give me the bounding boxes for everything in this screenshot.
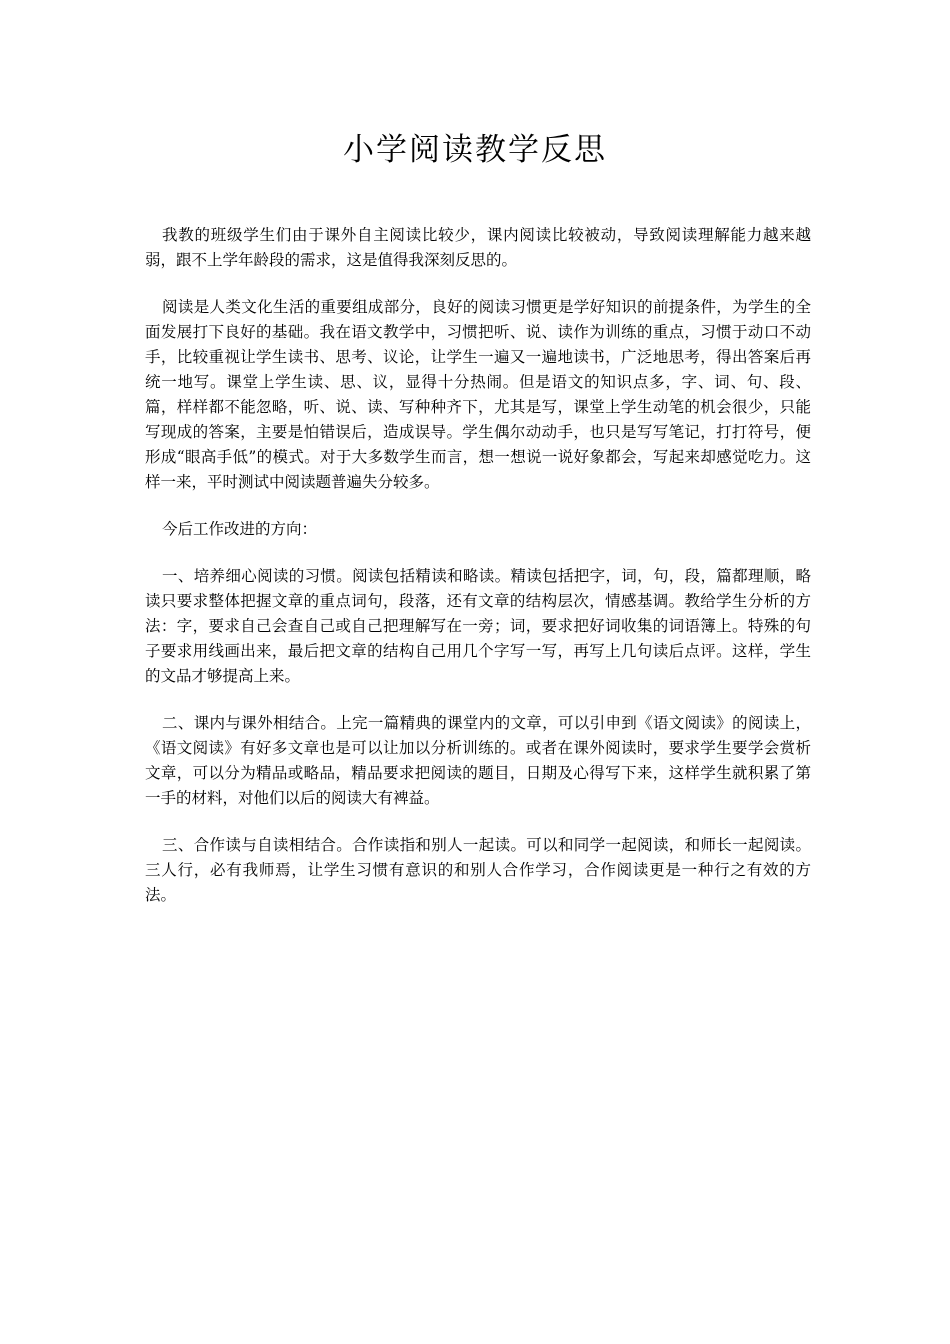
document-title: 小学阅读教学反思 bbox=[343, 132, 607, 168]
paragraph-point-two: 二、课内与课外相结合。上完一篇精典的课堂内的文章，可以引申到《语文阅读》的阅读上，《语文阅读》有好多文章也是可以让加以分析训练的。或者在课外阅读时，要求学生要学会赏析文章，可以分为精品或略品，精品要求把阅读的题目，日期及心得写下来，这样学生就积累了第一手的材料，对他们以后的阅读大有裨益。 bbox=[145, 714, 811, 807]
paragraph-reflection: 阅读是人类文化生活的重要组成部分，良好的阅读习惯更是学好知识的前提条件，为学生的全面发展打下良好的基础。我在语文教学中，习惯把听、说、读作为训练的重点，习惯于动口不动手，比较重视让学生读书、思考、议论，让学生一遍又一遍地读书，广泛地思考，得出答案后再统一地写。课堂上学生读、思、议，显得十分热闹。但是语文的知识点多，字、词、句、段、篇，样样都不能忽略，听、说、读、写种种齐下，尤其是写，课堂上学生动笔的机会很少，只能写现成的答案，主要是怕错误后，造成误导。学生偶尔动动手，也只是写写笔记，打打符号，便形成“眼高手低”的模式。对于大多数学生而言，想一想说一说好象都会，写起来却感觉吃力。这样一来，平时测试中阅读题普遍失分较多。 bbox=[145, 298, 811, 491]
paragraph-improvement-heading: 今后工作改进的方向： bbox=[162, 520, 318, 538]
paragraph-point-one: 一、培养细心阅读的习惯。阅读包括精读和略读。精读包括把字，词，句，段，篇都理顺，略读只要求整体把握文章的重点词句，段落，还有文章的结构层次，情感基调。教给学生分析的方法：字，要求自己会查自己或自己把理解写在一旁；词，要求把好词收集的词语簿上。特殊的句子要求用线画出来，最后把文章的结构自己用几个字写一写，再写上几句读后点评。这样，学生的文品才够提高上来。 bbox=[145, 567, 811, 685]
paragraph-point-three: 三、合作读与自读相结合。合作读指和别人一起读。可以和同学一起阅读，和师长一起阅读。三人行，必有我师焉，让学生习惯有意识的和别人合作学习，合作阅读更是一种行之有效的方法。 bbox=[145, 836, 811, 904]
paragraph-intro: 我教的班级学生们由于课外自主阅读比较少，课内阅读比较被动，导致阅读理解能力越来越弱，跟不上学年龄段的需求，这是值得我深刻反思的。 bbox=[145, 226, 811, 269]
document-body bbox=[145, 223, 811, 930]
